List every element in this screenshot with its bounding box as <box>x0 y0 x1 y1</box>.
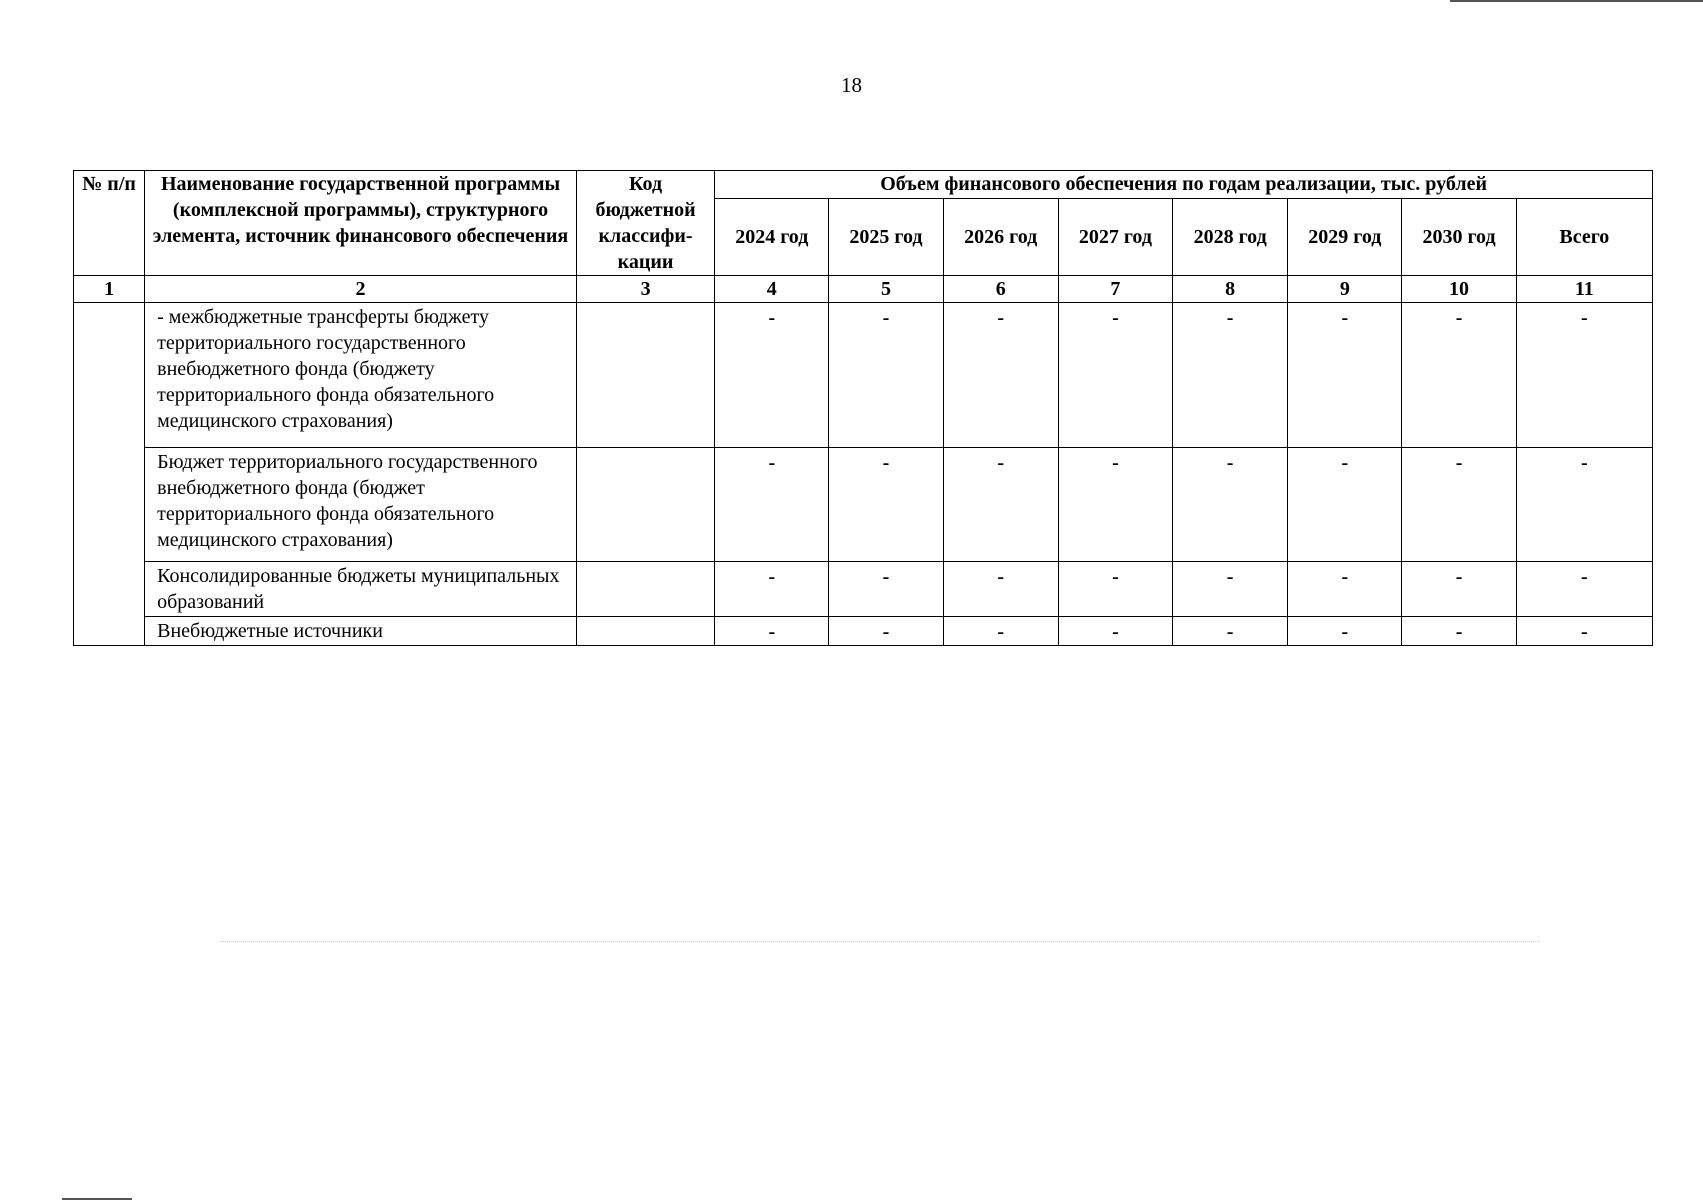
value-cell: - <box>829 617 943 646</box>
column-number: 7 <box>1058 276 1172 303</box>
column-number: 3 <box>576 276 714 303</box>
column-number-row <box>74 276 1653 303</box>
page-number: 18 <box>841 73 862 97</box>
row-name: Консолидированные бюджеты муниципальных образований <box>145 562 577 617</box>
row-code <box>576 448 714 562</box>
row-code <box>576 562 714 617</box>
value-cell: - <box>715 617 829 646</box>
value-cell: - <box>1288 562 1402 617</box>
header-code: Код бюджетной классифи-кации <box>576 171 714 276</box>
financing-table <box>73 170 1653 646</box>
row-name: Бюджет территориального государственного внебюджетного фонда (бюджет территориального фонда обязательного медицинского страхования) <box>145 448 577 562</box>
value-cell: - <box>1288 303 1402 448</box>
value-cell: - <box>1173 617 1288 646</box>
total-cell: - <box>1516 617 1652 646</box>
top-edge-rule <box>1450 0 1703 2</box>
value-cell: - <box>943 303 1058 448</box>
financing-table-container <box>73 170 1653 646</box>
value-cell: - <box>715 303 829 448</box>
row-number-cell <box>74 303 145 646</box>
column-number: 11 <box>1516 276 1652 303</box>
value-cell: - <box>829 303 943 448</box>
header-year: 2024 год <box>715 198 829 275</box>
value-cell: - <box>1402 617 1516 646</box>
row-code <box>576 617 714 646</box>
table-row <box>74 448 1653 562</box>
value-cell: - <box>943 617 1058 646</box>
header-year: 2026 год <box>943 198 1058 275</box>
row-name: - межбюджетные трансферты бюджету территориального государственного внебюджетного фонда (бюджету территориального фонда обязательного медицинского страхования) <box>145 303 577 448</box>
header-row-top <box>74 171 1653 199</box>
scan-artifact-line <box>220 941 1540 942</box>
value-cell: - <box>943 562 1058 617</box>
header-year: 2029 год <box>1288 198 1402 275</box>
column-number: 2 <box>145 276 577 303</box>
value-cell: - <box>1402 303 1516 448</box>
header-total: Всего <box>1516 198 1652 275</box>
value-cell: - <box>715 448 829 562</box>
header-volume: Объем финансового обеспечения по годам реализации, тыс. рублей <box>715 171 1653 199</box>
column-number: 5 <box>829 276 943 303</box>
value-cell: - <box>1058 448 1172 562</box>
table-row <box>74 303 1653 448</box>
table-row <box>74 617 1653 646</box>
value-cell: - <box>1058 562 1172 617</box>
value-cell: - <box>1173 448 1288 562</box>
value-cell: - <box>829 448 943 562</box>
header-year: 2025 год <box>829 198 943 275</box>
header-year: 2030 год <box>1402 198 1516 275</box>
header-year: 2028 год <box>1173 198 1288 275</box>
value-cell: - <box>1402 562 1516 617</box>
value-cell: - <box>829 562 943 617</box>
column-number: 8 <box>1173 276 1288 303</box>
row-code <box>576 303 714 448</box>
row-name: Внебюджетные источники <box>145 617 577 646</box>
column-number: 6 <box>943 276 1058 303</box>
total-cell: - <box>1516 448 1652 562</box>
header-num: № п/п <box>74 171 145 276</box>
value-cell: - <box>1173 303 1288 448</box>
column-number: 1 <box>74 276 145 303</box>
column-number: 9 <box>1288 276 1402 303</box>
header-name: Наименование государственной программы (комплексной программы), структурного элемента, источник финансового обеспечения <box>145 171 577 276</box>
value-cell: - <box>1288 448 1402 562</box>
value-cell: - <box>943 448 1058 562</box>
column-number: 10 <box>1402 276 1516 303</box>
value-cell: - <box>1058 303 1172 448</box>
header-year: 2027 год <box>1058 198 1172 275</box>
value-cell: - <box>1173 562 1288 617</box>
table-row <box>74 562 1653 617</box>
value-cell: - <box>1058 617 1172 646</box>
value-cell: - <box>715 562 829 617</box>
value-cell: - <box>1402 448 1516 562</box>
total-cell: - <box>1516 562 1652 617</box>
column-number: 4 <box>715 276 829 303</box>
value-cell: - <box>1288 617 1402 646</box>
total-cell: - <box>1516 303 1652 448</box>
